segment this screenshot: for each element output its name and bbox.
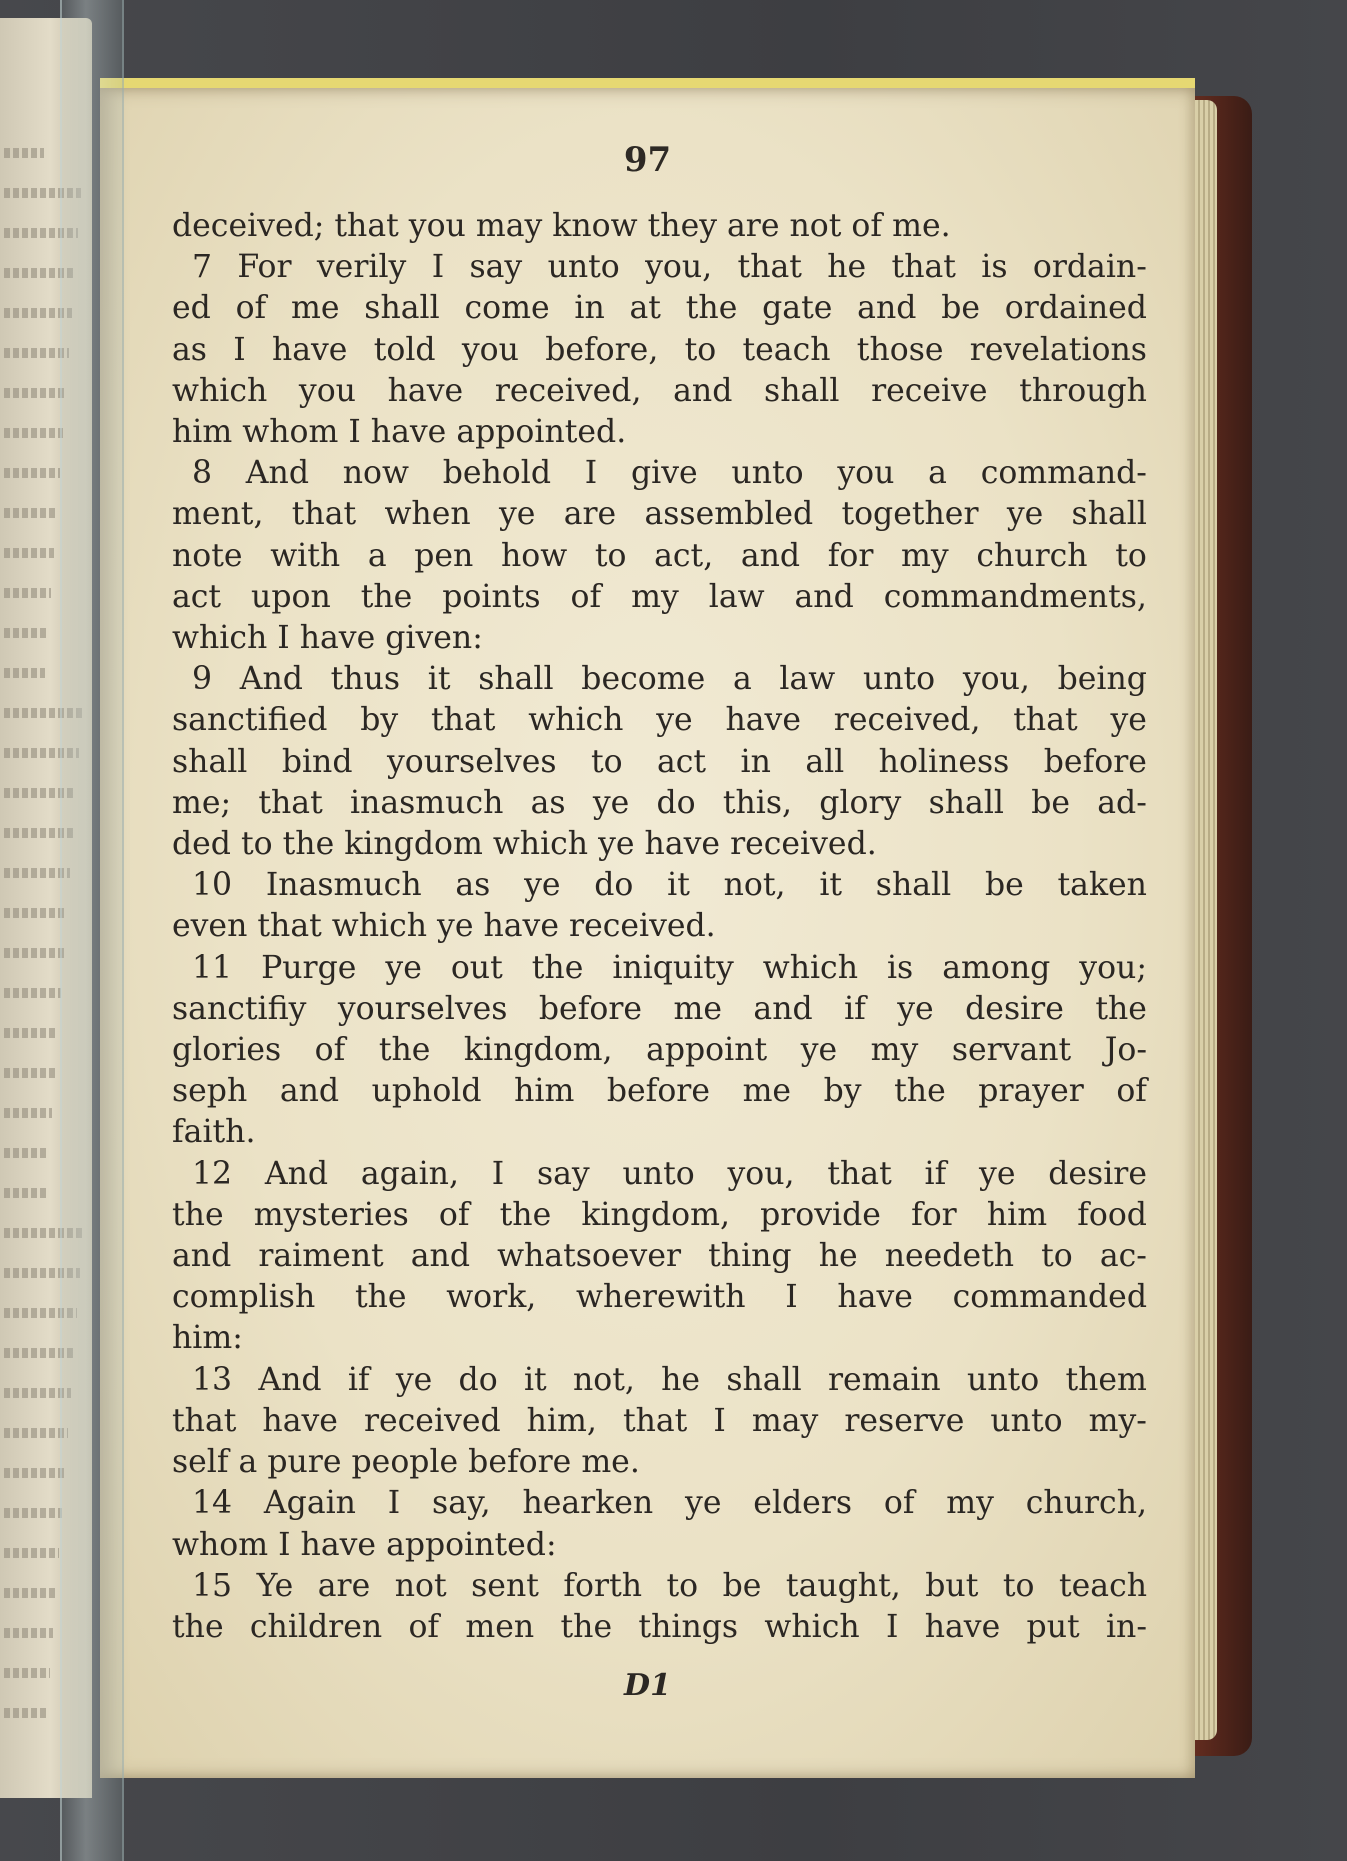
text-line: the mysteries of the kingdom, provide for him food bbox=[172, 1196, 1147, 1233]
facing-page-ghost-line bbox=[4, 1468, 65, 1478]
facing-page-ghost-line bbox=[4, 468, 60, 478]
text-line: ded to the kingdom which ye have received. bbox=[172, 826, 877, 863]
text-line: as I have told you before, to teach those revelations bbox=[172, 331, 1147, 368]
facing-page-ghost-line bbox=[4, 988, 61, 998]
text-line: 13 And if ye do it not, he shall remain unto them bbox=[192, 1361, 1147, 1398]
text-line: sanctified by that which ye have received, that ye bbox=[172, 702, 1147, 739]
facing-page-ghost-line bbox=[4, 1628, 53, 1638]
text-line: act upon the points of my law and commandments, bbox=[172, 578, 1147, 615]
text-line: ed of me shall come in at the gate and be ordained bbox=[172, 290, 1147, 327]
facing-page-ghost-line bbox=[4, 1588, 56, 1598]
text-line: seph and uphold him before me by the prayer of bbox=[172, 1073, 1147, 1110]
facing-page-ghost-line bbox=[4, 668, 45, 678]
text-line: even that which ye have received. bbox=[172, 908, 716, 945]
facing-page-ghost-line bbox=[4, 948, 64, 958]
facing-page-ghost-line bbox=[4, 588, 51, 598]
facing-page-ghost-line bbox=[4, 388, 66, 398]
glass-clamp-strip bbox=[60, 0, 124, 1861]
text-line: 15 Ye are not sent forth to be taught, but to teach bbox=[192, 1567, 1147, 1604]
text-line: that have received him, that I may reserve unto my- bbox=[172, 1402, 1147, 1439]
text-line: 10 Inasmuch as ye do it not, it shall be taken bbox=[192, 867, 1147, 904]
facing-page-ghost-line bbox=[4, 1108, 52, 1118]
text-line: and raiment and whatsoever thing he needeth to ac- bbox=[172, 1238, 1147, 1275]
facing-page-ghost-line bbox=[4, 428, 63, 438]
text-line: 11 Purge ye out the iniquity which is among you; bbox=[192, 949, 1147, 986]
text-line: ment, that when ye are assembled together ye shall bbox=[172, 496, 1147, 533]
text-line: 9 And thus it shall become a law unto you, being bbox=[192, 661, 1147, 698]
text-line: faith. bbox=[172, 1114, 256, 1151]
printer-signature-mark: D1 bbox=[624, 1668, 671, 1703]
facing-page-ghost-line bbox=[4, 1668, 50, 1678]
facing-page-ghost-line bbox=[4, 508, 57, 518]
facing-page-ghost-line bbox=[4, 1028, 58, 1038]
text-line: sanctifiy yourselves before me and if ye desire the bbox=[172, 990, 1147, 1027]
facing-page-ghost-line bbox=[4, 1188, 46, 1198]
facing-page-ghost-line bbox=[4, 1428, 68, 1438]
page-number: 97 bbox=[623, 140, 672, 180]
text-line: 8 And now behold I give unto you a command- bbox=[192, 455, 1147, 492]
book-page bbox=[100, 78, 1195, 1778]
text-line: note with a pen how to act, and for my church to bbox=[172, 537, 1147, 574]
text-line: self a pure people before me. bbox=[172, 1444, 640, 1481]
facing-page-ghost-line bbox=[4, 628, 48, 638]
text-line: 14 Again I say, hearken ye elders of my church, bbox=[192, 1485, 1147, 1522]
text-line: glories of the kingdom, appoint ye my servant Jo- bbox=[172, 1032, 1147, 1069]
facing-page-ghost-line bbox=[4, 908, 67, 918]
facing-page-ghost-line bbox=[4, 1508, 62, 1518]
text-line: him whom I have appointed. bbox=[172, 414, 627, 451]
facing-page-ghost-line bbox=[4, 548, 54, 558]
facing-page-ghost-line bbox=[4, 1708, 47, 1718]
text-line: shall bind yourselves to act in all holiness before bbox=[172, 743, 1147, 780]
text-line: which you have received, and shall receive through bbox=[172, 372, 1147, 409]
text-line: whom I have appointed: bbox=[172, 1526, 557, 1563]
text-line: him: bbox=[172, 1320, 243, 1357]
text-line: the children of men the things which I have put in- bbox=[172, 1608, 1147, 1645]
page-text bbox=[172, 206, 1147, 1648]
text-line: 12 And again, I say unto you, that if ye desire bbox=[192, 1155, 1147, 1192]
text-line: complish the work, wherewith I have commanded bbox=[172, 1279, 1147, 1316]
text-line: which I have given: bbox=[172, 620, 483, 657]
text-line: me; that inasmuch as ye do this, glory shall be ad- bbox=[172, 784, 1147, 821]
facing-page-ghost-line bbox=[4, 148, 44, 158]
facing-page-ghost-line bbox=[4, 1548, 59, 1558]
facing-page-ghost-line bbox=[4, 1148, 49, 1158]
text-line: 7 For verily I say unto you, that he that is ordain- bbox=[192, 249, 1147, 286]
text-line: deceived; that you may know they are not of me. bbox=[172, 208, 951, 244]
facing-page-ghost-line bbox=[4, 1068, 55, 1078]
